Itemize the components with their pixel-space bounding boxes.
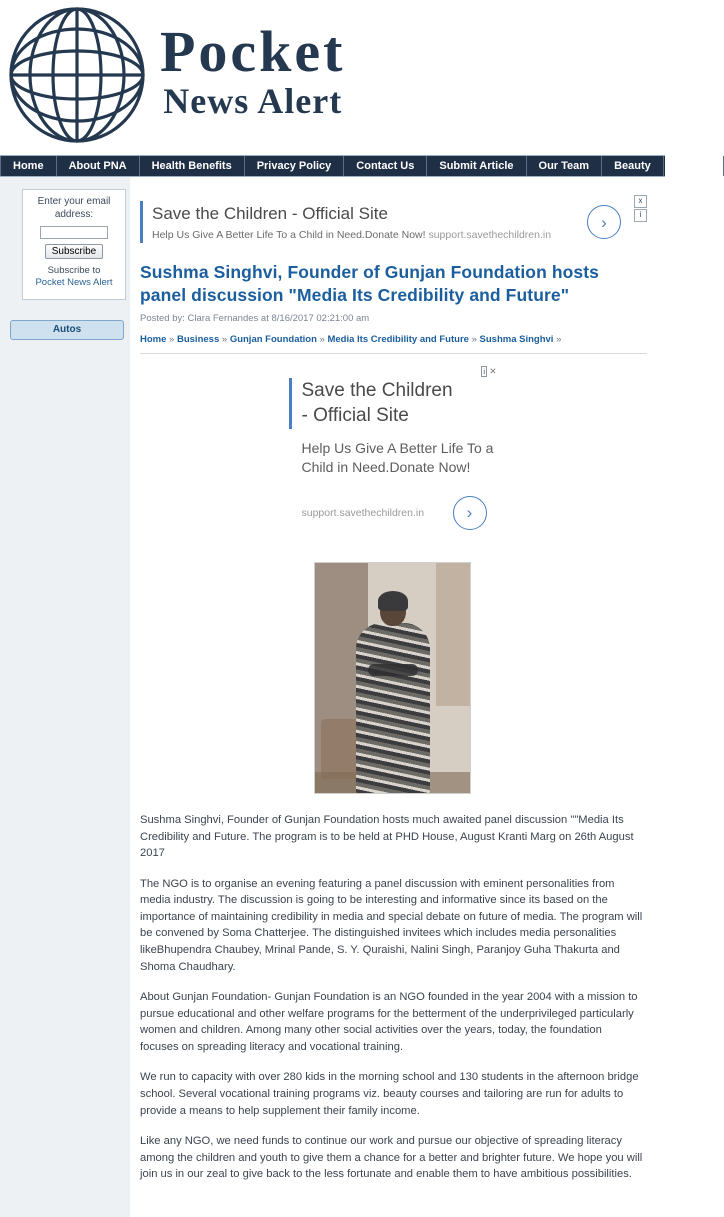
- nav-item-our-team[interactable]: Our Team: [527, 156, 603, 176]
- article-byline: Posted by: Clara Fernandes at 8/16/2017 02:21:00 am: [140, 312, 370, 324]
- article-image-container: [138, 562, 647, 794]
- breadcrumb-item-business[interactable]: Business: [176, 333, 220, 345]
- info-icon[interactable]: i: [634, 209, 647, 222]
- logo-line-2: News Alert: [163, 81, 343, 122]
- adchoices-controls[interactable]: [481, 366, 496, 377]
- ad-subtitle: [152, 229, 587, 241]
- subscribe-title: Enter your email address:: [37, 196, 111, 220]
- main-column: [130, 177, 665, 1217]
- inline-ad-heading: [289, 378, 497, 429]
- sidebar: [0, 177, 130, 1202]
- image-person-body: [356, 623, 430, 793]
- image-person-arm: [368, 664, 418, 676]
- ad-title[interactable]: Save the Children - Official Site: [152, 204, 388, 224]
- article-paragraph: The NGO is to organise an evening featuring a panel discussion with eminent personalities from media industry. The discussion is going to be interesting and informative since its based on the importance of maintaining credibility in media and special debate on future of media. The program will be convened by Soma Chatterjee. The distinguished invitees which includes media personalities likeBhupendra Chaubey, Mrinal Pande, S. Y. Quraishi, Nalini Singh, Paranjoy Guha Thakurta and Shoma Chaudhary.: [140, 877, 643, 973]
- email-field[interactable]: [40, 226, 108, 239]
- ad-arrow-button[interactable]: ›: [587, 205, 621, 239]
- site-logo[interactable]: [0, 0, 665, 146]
- breadcrumb-item-gunjan-foundation[interactable]: Gunjan Foundation: [229, 333, 317, 345]
- inline-ad-body: Help Us Give A Better Life To a Child in Need.Donate Now!: [301, 439, 494, 476]
- image-person-hair: [378, 591, 408, 611]
- nav-item-submit-article[interactable]: Submit Article: [427, 156, 526, 176]
- close-icon[interactable]: ✕: [489, 365, 497, 376]
- close-icon[interactable]: x: [634, 195, 647, 208]
- info-icon[interactable]: i: [483, 366, 485, 376]
- autos-category-button[interactable]: Autos: [10, 320, 124, 340]
- nav-item-home[interactable]: Home: [0, 156, 57, 176]
- main-navigation[interactable]: [0, 155, 711, 177]
- article-paragraph: Sushma Singhvi, Founder of Gunjan Foundation hosts much awaited panel discussion ""Media Its Credibility and Future. The program is to be held at PHD House, August Kranti Marg on 26th August 2017: [140, 813, 634, 860]
- inline-ad-footer: [302, 496, 497, 530]
- globe-icon: [4, 4, 150, 146]
- subscribe-footer-text: Subscribe to: [47, 265, 101, 276]
- inline-ad-title-line1: Save the Children: [301, 379, 453, 401]
- breadcrumb-separator: »: [169, 333, 175, 345]
- page-title: Sushma Singhvi, Founder of Gunjan Foundation hosts panel discussion "Media Its Credibility and Future": [140, 262, 600, 305]
- top-banner-ad[interactable]: [140, 193, 647, 251]
- breadcrumb-item-home[interactable]: Home: [140, 333, 167, 345]
- breadcrumb-separator: »: [319, 333, 325, 345]
- email-subscribe-widget: [22, 189, 126, 300]
- logo-line-1: Pocket: [160, 18, 346, 84]
- ad-text-block: [152, 203, 587, 240]
- ad-controls[interactable]: [634, 195, 647, 223]
- article-paragraph: We run to capacity with over 280 kids in the morning school and 130 students in the afternoon bridge school. Several vocational training programs viz. beauty courses and tailoring are run for adults to provide a means to help supplement their family income.: [140, 1071, 639, 1117]
- article-paragraph: Like any NGO, we need funds to continue our work and pursue our objective of spreading literacy among the children and youth to give them a chance for a better and brighter future. We hope you will join us in our zeal to give back to the less fortunate and enable them to have ambitious possibilities.: [140, 1135, 643, 1181]
- breadcrumb-item-media-its-credibility-and-future[interactable]: Media Its Credibility and Future: [327, 333, 469, 345]
- breadcrumb-separator: »: [556, 333, 562, 345]
- article-image: [314, 562, 471, 794]
- nav-item-about-pna[interactable]: About PNA: [57, 156, 140, 176]
- ad-accent-bar: [140, 201, 143, 243]
- nav-item-beauty[interactable]: Beauty: [602, 156, 664, 176]
- page-content: [0, 177, 665, 1217]
- nav-item-health-benefits[interactable]: Health Benefits: [140, 156, 245, 176]
- nav-item-privacy-policy[interactable]: Privacy Policy: [245, 156, 345, 176]
- ad-subtitle-text: Help Us Give A Better Life To a Child in Need.Donate Now!: [152, 228, 426, 241]
- breadcrumb-separator: »: [471, 333, 477, 345]
- article-paragraph: About Gunjan Foundation- Gunjan Foundation is an NGO founded in the year 2004 with a mission to pursue educational and other welfare programs for the betterment of the underprivileged particularly women and children. Among many other social activities over the years, today, the foundation focuses on spreading literacy and vocational training.: [140, 991, 638, 1053]
- nav-item-contact-us[interactable]: Contact Us: [344, 156, 427, 176]
- nav-item-sports[interactable]: Sports: [664, 156, 724, 176]
- image-curtain: [436, 563, 470, 706]
- inline-ad-domain: support.savethechildren.in: [301, 506, 425, 519]
- ad-accent-bar: [289, 378, 292, 429]
- inline-ad-arrow-button[interactable]: ›: [453, 496, 487, 530]
- article-body: [140, 812, 643, 1183]
- logo-text: [160, 18, 346, 123]
- breadcrumb-separator: »: [221, 333, 228, 345]
- subscribe-footer-link[interactable]: Pocket News Alert: [35, 276, 113, 288]
- inline-ad-title-line2: - Official Site: [301, 405, 409, 427]
- breadcrumb[interactable]: [140, 334, 647, 354]
- inline-ad-title[interactable]: [302, 378, 453, 429]
- ad-domain: support.savethechildren.in: [428, 228, 552, 241]
- inline-block-ad[interactable]: [289, 366, 497, 530]
- subscribe-button[interactable]: Subscribe: [45, 244, 103, 259]
- site-masthead: [0, 0, 665, 155]
- breadcrumb-item-sushma-singhvi[interactable]: Sushma Singhvi: [479, 333, 554, 345]
